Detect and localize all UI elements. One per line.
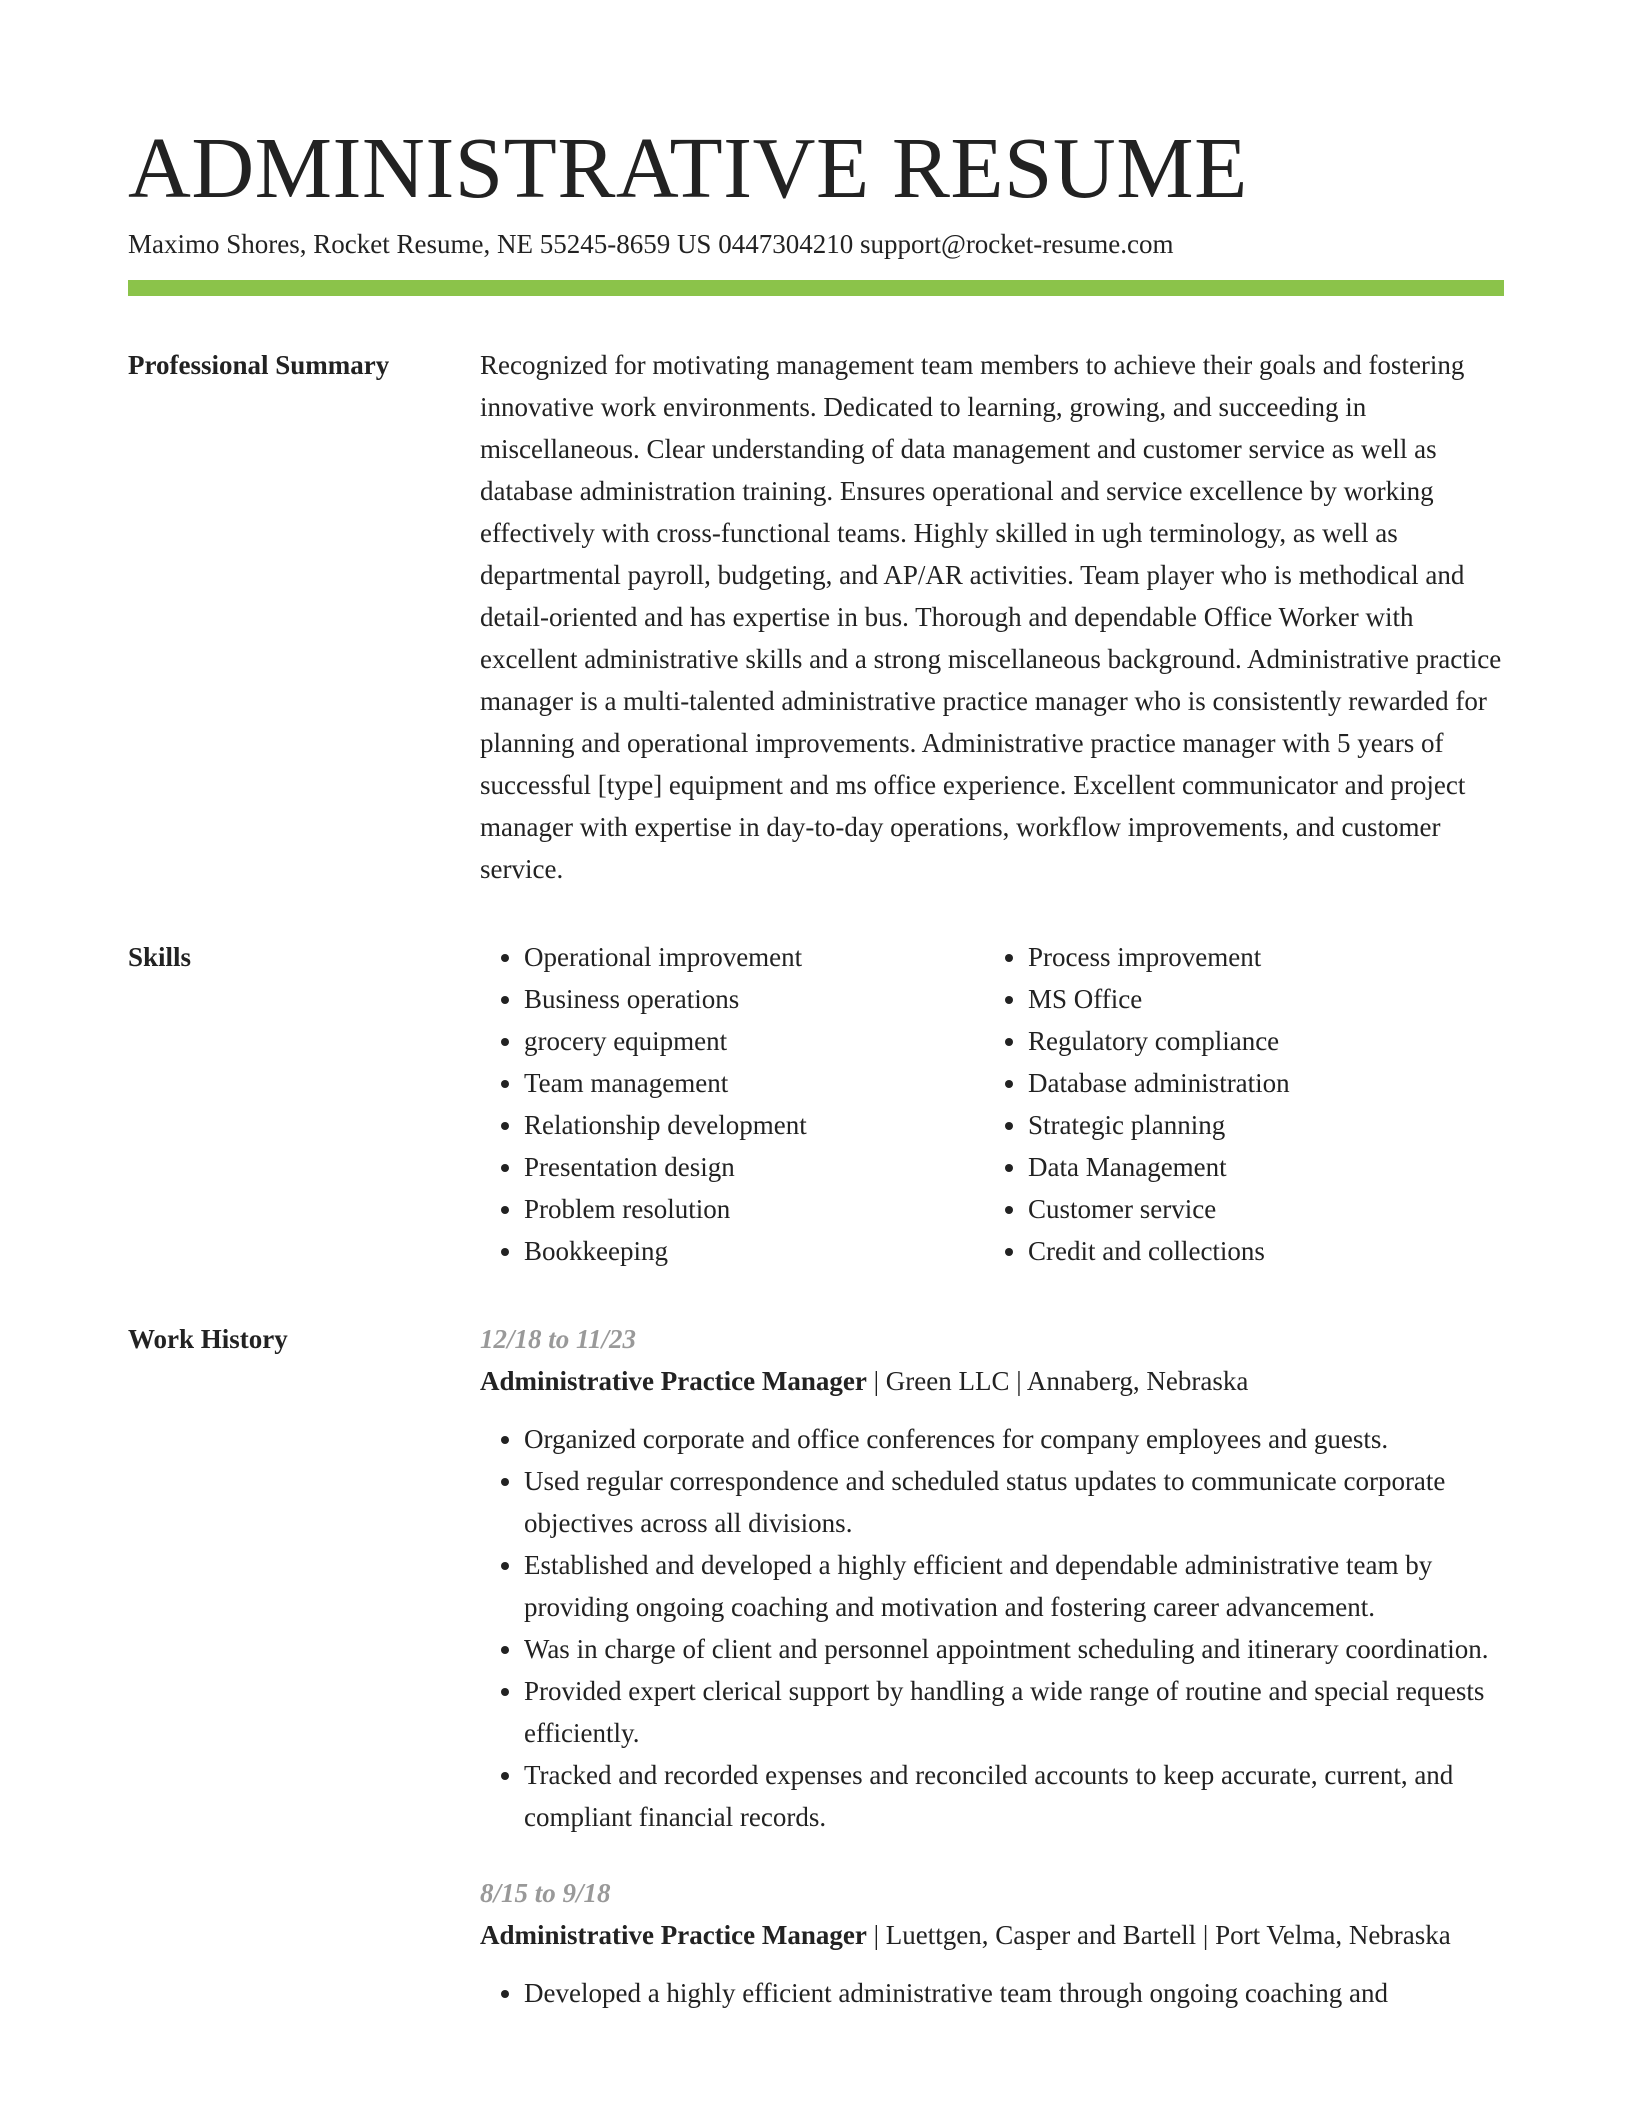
- skills-list-right: [984, 936, 1488, 1272]
- header-divider: [128, 280, 1504, 296]
- section-title-work: Work History: [128, 1324, 288, 1354]
- job-bullet: • Organized corporate and office conferences for company employees and guests.: [524, 1418, 1504, 1460]
- skill-item: • Database administration: [1028, 1062, 1488, 1104]
- skills-list-left: [480, 936, 984, 1272]
- skill-item: • Data Management: [1028, 1146, 1488, 1188]
- job-bullet: • Established and developed a highly efficient and dependable administrative team by providing ongoing coaching and motivation and fostering career advancement.: [524, 1544, 1504, 1628]
- skill-item: • grocery equipment: [524, 1020, 984, 1062]
- skill-item: • Process improvement: [1028, 936, 1488, 978]
- job-title: Administrative Practice Manager: [480, 1920, 867, 1950]
- job-entry: [480, 1872, 1504, 2014]
- skill-item: • Team management: [524, 1062, 984, 1104]
- skill-item: • MS Office: [1028, 978, 1488, 1020]
- job-bullet: • Used regular correspondence and scheduled status updates to communicate corporate objectives across all divisions.: [524, 1460, 1504, 1544]
- skill-item: • Problem resolution: [524, 1188, 984, 1230]
- skills-section: [128, 936, 1504, 1272]
- job-details: | Luettgen, Casper and Bartell | Port Velma, Nebraska: [866, 1920, 1451, 1950]
- job-dates: 12/18 to 11/23: [480, 1324, 637, 1354]
- resume-page: [128, 118, 1504, 2048]
- job-entry: [480, 1318, 1504, 1838]
- job-details: | Green LLC | Annaberg, Nebraska: [866, 1366, 1249, 1396]
- job-bullet: • Provided expert clerical support by handling a wide range of routine and special requests efficiently.: [524, 1670, 1504, 1754]
- job-dates: 8/15 to 9/18: [480, 1878, 611, 1908]
- job-heading: [480, 1914, 1504, 1956]
- skill-item: • Credit and collections: [1028, 1230, 1488, 1272]
- job-bullet: • Was in charge of client and personnel appointment scheduling and itinerary coordination.: [524, 1628, 1504, 1670]
- skill-item: • Regulatory compliance: [1028, 1020, 1488, 1062]
- professional-summary-section: [128, 344, 1504, 890]
- skill-item: • Customer service: [1028, 1188, 1488, 1230]
- job-bullets: [480, 1418, 1504, 1838]
- job-title: Administrative Practice Manager: [480, 1366, 867, 1396]
- section-title-summary: Professional Summary: [128, 350, 390, 380]
- job-bullets: [480, 1972, 1504, 2014]
- skill-item: • Business operations: [524, 978, 984, 1020]
- work-history-section: [128, 1318, 1504, 2048]
- skill-item: • Relationship development: [524, 1104, 984, 1146]
- skill-item: • Bookkeeping: [524, 1230, 984, 1272]
- skill-item: • Presentation design: [524, 1146, 984, 1188]
- summary-text: Recognized for motivating management team members to achieve their goals and fostering innovative work environments. Dedicated to learning, growing, and succeeding in miscellaneous. Clear understanding of data management and customer service as well as database administration training. Ensures operational and service excellence by working effectively with cross-functional teams. Highly skilled in ugh terminology, as well as departmental payroll, budgeting, and AP/AR activities. Team player who is methodical and detail-oriented and has expertise in bus. Thorough and dependable Office Worker with excellent administrative skills and a strong miscellaneous background. Administrative practice manager is a multi-talented administrative practice manager who is consistently rewarded for planning and operational improvements. Administrative practice manager with 5 years of successful [type] equipment and ms office experience. Excellent communicator and project manager with expertise in day-to-day operations, workflow improvements, and customer service.: [480, 350, 1502, 884]
- skill-item: • Operational improvement: [524, 936, 984, 978]
- contact-line: Maximo Shores, Rocket Resume, NE 55245-8659 US 0447304210 support@rocket-resume.com: [128, 229, 1174, 259]
- resume-title: ADMINISTRATIVE RESUME: [128, 119, 1248, 216]
- section-title-skills: Skills: [128, 942, 192, 972]
- job-heading: [480, 1360, 1504, 1402]
- skill-item: • Strategic planning: [1028, 1104, 1488, 1146]
- job-bullet: • Developed a highly efficient administrative team through ongoing coaching and: [524, 1972, 1504, 2014]
- job-bullet: • Tracked and recorded expenses and reconciled accounts to keep accurate, current, and compliant financial records.: [524, 1754, 1504, 1838]
